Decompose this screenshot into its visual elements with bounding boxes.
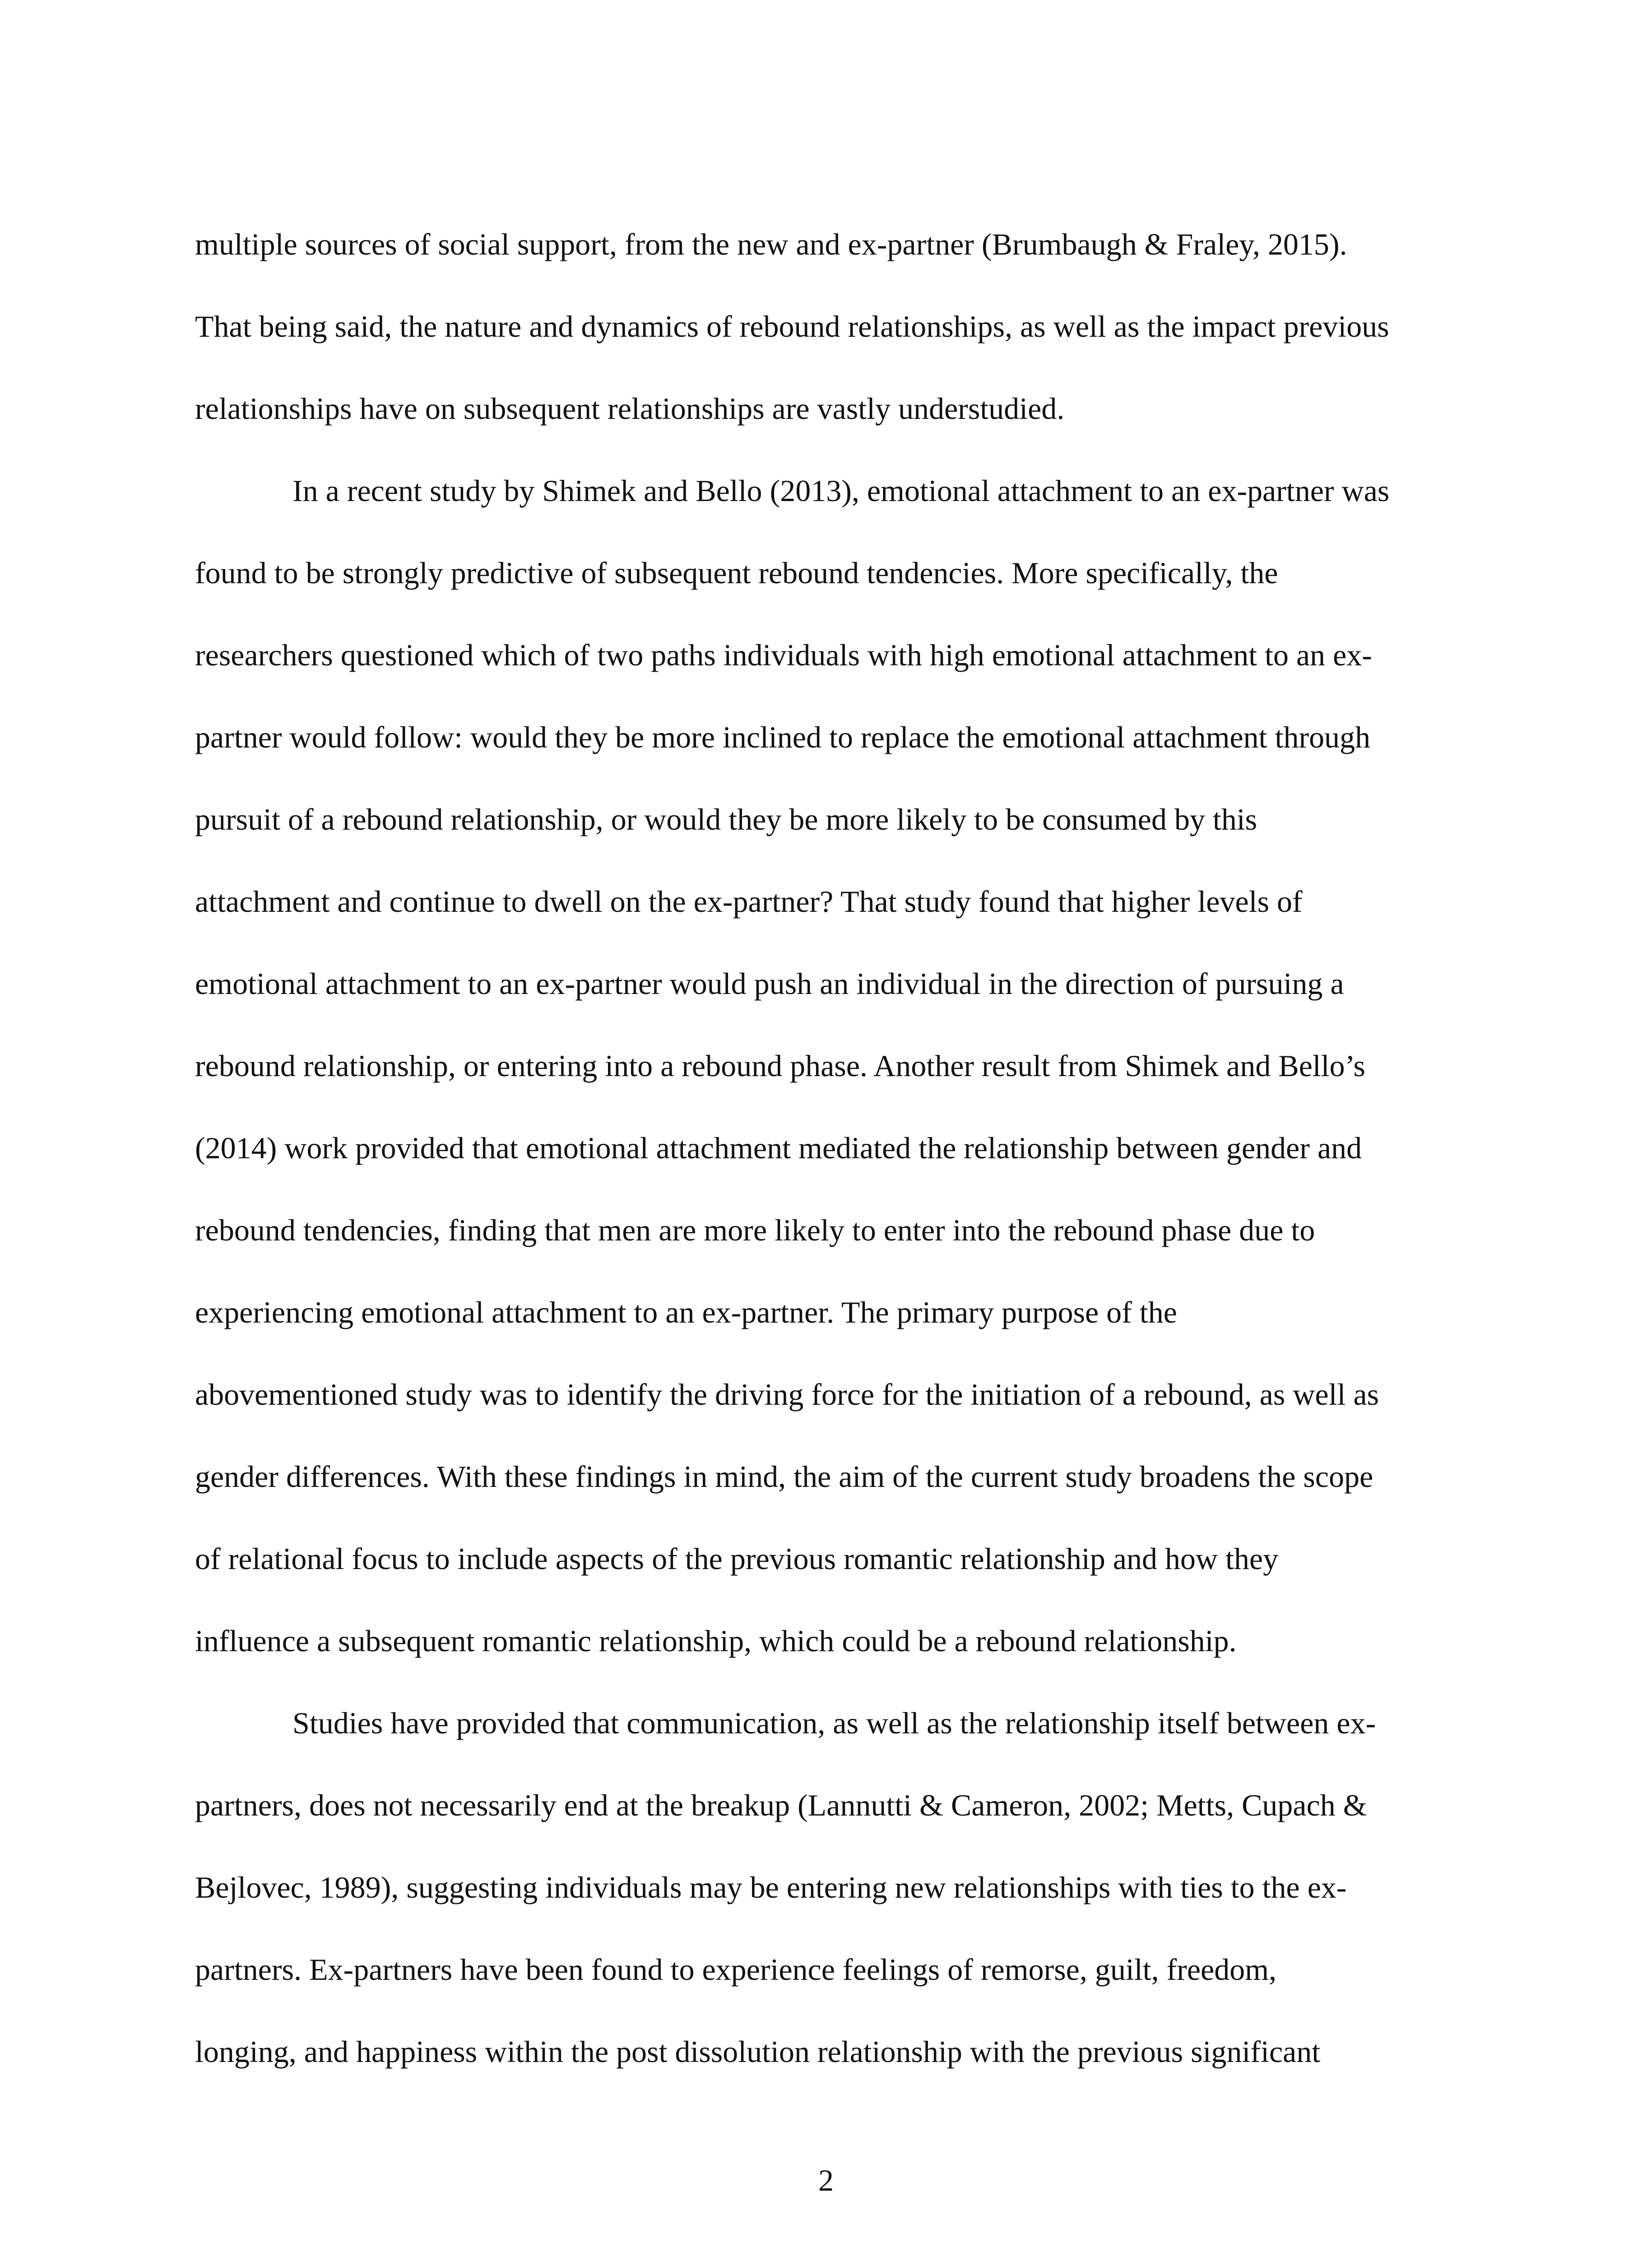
text-line: emotional attachment to an ex-partner would push an individual in the direction of pursuing a [195,966,1344,1001]
text-line: of relational focus to include aspects of the previous romantic relationship and how they [195,1542,1279,1576]
paragraph-start-line: In a recent study by Shimek and Bello (2013), emotional attachment to an ex-partner was [292,474,1390,508]
text-line: attachment and continue to dwell on the ex-partner? That study found that higher levels of [195,884,1303,919]
text-line: partners. Ex-partners have been found to experience feelings of remorse, guilt, freedom, [195,1952,1277,1987]
text-line: found to be strongly predictive of subsequent rebound tendencies. More specifically, the [195,556,1278,590]
text-line: abovementioned study was to identify the driving force for the initiation of a rebound, as well as [195,1377,1379,1412]
page-number: 2 [818,2163,834,2197]
text-line: partners, does not necessarily end at the breakup (Lannutti & Cameron, 2002; Metts, Cupach & [195,1788,1367,1822]
text-line: (2014) work provided that emotional attachment mediated the relationship between gender and [195,1131,1362,1165]
paragraph-start-line: Studies have provided that communication, as well as the relationship itself between ex- [292,1706,1376,1740]
text-line: researchers questioned which of two paths individuals with high emotional attachment to an ex- [195,638,1372,672]
text-line: relationships have on subsequent relationships are vastly understudied. [195,391,1065,426]
body-text [195,203,1463,2093]
text-line: That being said, the nature and dynamics of rebound relationships, as well as the impact previous [195,309,1389,344]
text-line: pursuit of a rebound relationship, or would they be more likely to be consumed by this [195,802,1258,836]
text-line: partner would follow: would they be more inclined to replace the emotional attachment through [195,720,1370,754]
text-line: experiencing emotional attachment to an ex-partner. The primary purpose of the [195,1295,1177,1329]
text-line: influence a subsequent romantic relationship, which could be a rebound relationship. [195,1624,1237,1658]
text-line: rebound tendencies, finding that men are more likely to enter into the rebound phase due to [195,1213,1315,1247]
text-line: rebound relationship, or entering into a rebound phase. Another result from Shimek and Bello’s [195,1049,1365,1083]
text-line: longing, and happiness within the post dissolution relationship with the previous significant [195,2034,1321,2069]
text-line: Bejlovec, 1989), suggesting individuals may be entering new relationships with ties to the ex- [195,1870,1347,1904]
text-line: gender differences. With these findings in mind, the aim of the current study broadens the scope [195,1459,1374,1494]
text-line: multiple sources of social support, from the new and ex-partner (Brumbaugh & Fraley, 2015). [195,227,1347,261]
